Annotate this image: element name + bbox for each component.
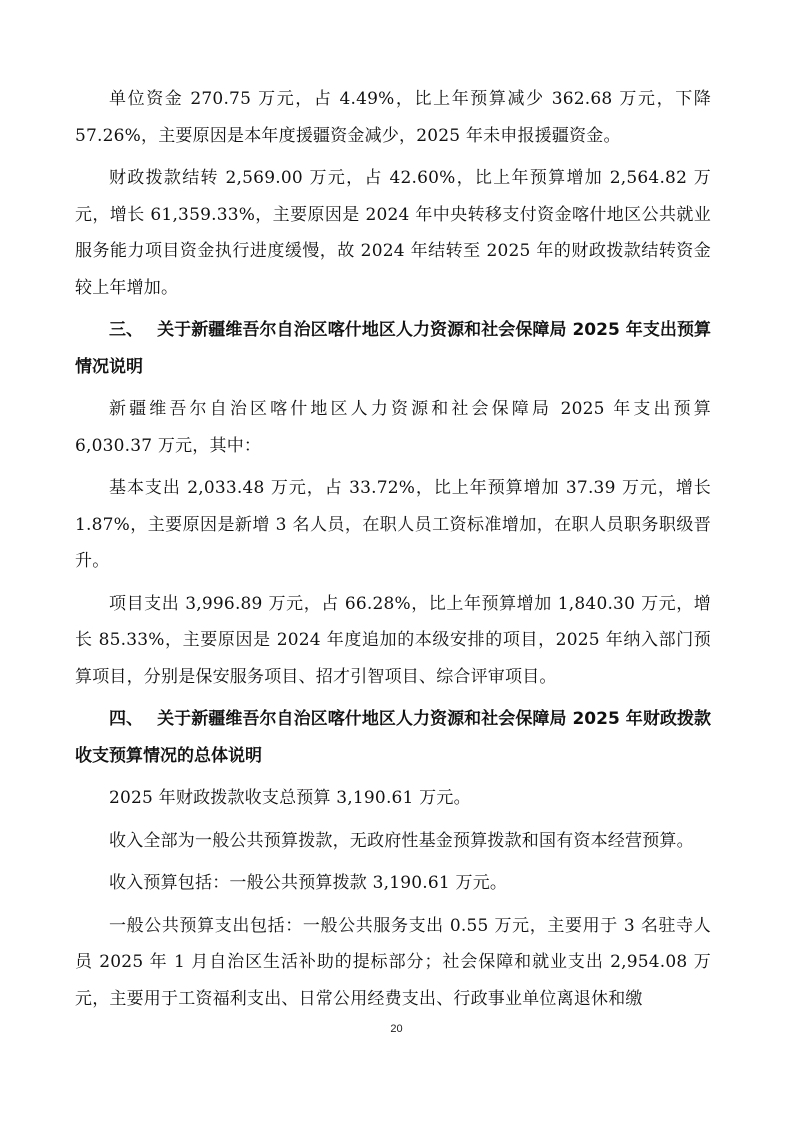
paragraph-total-expenditure: 新疆维吾尔自治区喀什地区人力资源和社会保障局 2025 年支出预算 6,030.37 万元，其中：: [75, 399, 711, 456]
section-heading-fiscal-appropriation: [75, 701, 711, 774]
section-number: 四、: [109, 709, 144, 729]
page-number: 20: [390, 1023, 403, 1035]
paragraph-general-public-expenditure: 一般公共预算支出包括：一般公共服务支出 0.55 万元，主要用于 3 名驻寺人员 2025 年 1 月自治区生活补助的提标部分；社会保障和就业支出 2,954.08 万元，主要用于工资福利支出、日常公用经费支出、行政事业单位离退休和缴: [75, 915, 711, 1009]
section-heading-expenditure-budget: [75, 312, 711, 385]
paragraph-project-expenditure: 项目支出 3,996.89 万元，占 66.28%，比上年预算增加 1,840.30 万元，增长 85.33%，主要原因是 2024 年度追加的本级安排的项目，2025 年纳入部门预算项目，分别是保安服务项目、招才引智项目、综合评审项目。: [75, 593, 711, 687]
paragraph-income-budget: 收入预算包括：一般公共预算拨款 3,190.61 万元。: [109, 873, 508, 893]
paragraph-basic-expenditure: 基本支出 2,033.48 万元，占 33.72%，比上年预算增加 37.39 万元，增长 1.87%，主要原因是新增 3 名人员，在职人员工资标准增加，在职人员职务职级晋升。: [75, 478, 711, 571]
paragraph-fiscal-carryover: 财政拨款结转 2,569.00 万元，占 42.60%，比上年预算增加 2,564.82 万元，增长 61,359.33%，主要原因是 2024 年中央转移支付资金喀什地区公共就业服务能力项目资金执行进度缓慢，故 2024 年结转至 2025 年的财政拨款结转资金较上年增加。: [75, 168, 711, 298]
section-title: 关于新疆维吾尔自治区喀什地区人力资源和社会保障局 2025 年支出预算情况说明: [75, 320, 712, 377]
paragraph-unit-funds: 单位资金 270.75 万元，占 4.49%，比上年预算减少 362.68 万元，下降 57.26%，主要原因是本年度援疆资金减少，2025 年未申报援疆资金。: [75, 89, 711, 146]
paragraph-total-fiscal-budget: 2025 年财政拨款收支总预算 3,190.61 万元。: [109, 788, 471, 808]
document-body: [75, 81, 711, 1023]
section-number: 三、: [109, 320, 144, 340]
paragraph-income-composition: 收入全部为一般公共预算拨款，无政府性基金预算拨款和国有资本经营预算。: [109, 830, 694, 851]
section-title: 关于新疆维吾尔自治区喀什地区人力资源和社会保障局 2025 年财政拨款收支预算情况的总体说明: [75, 709, 712, 766]
